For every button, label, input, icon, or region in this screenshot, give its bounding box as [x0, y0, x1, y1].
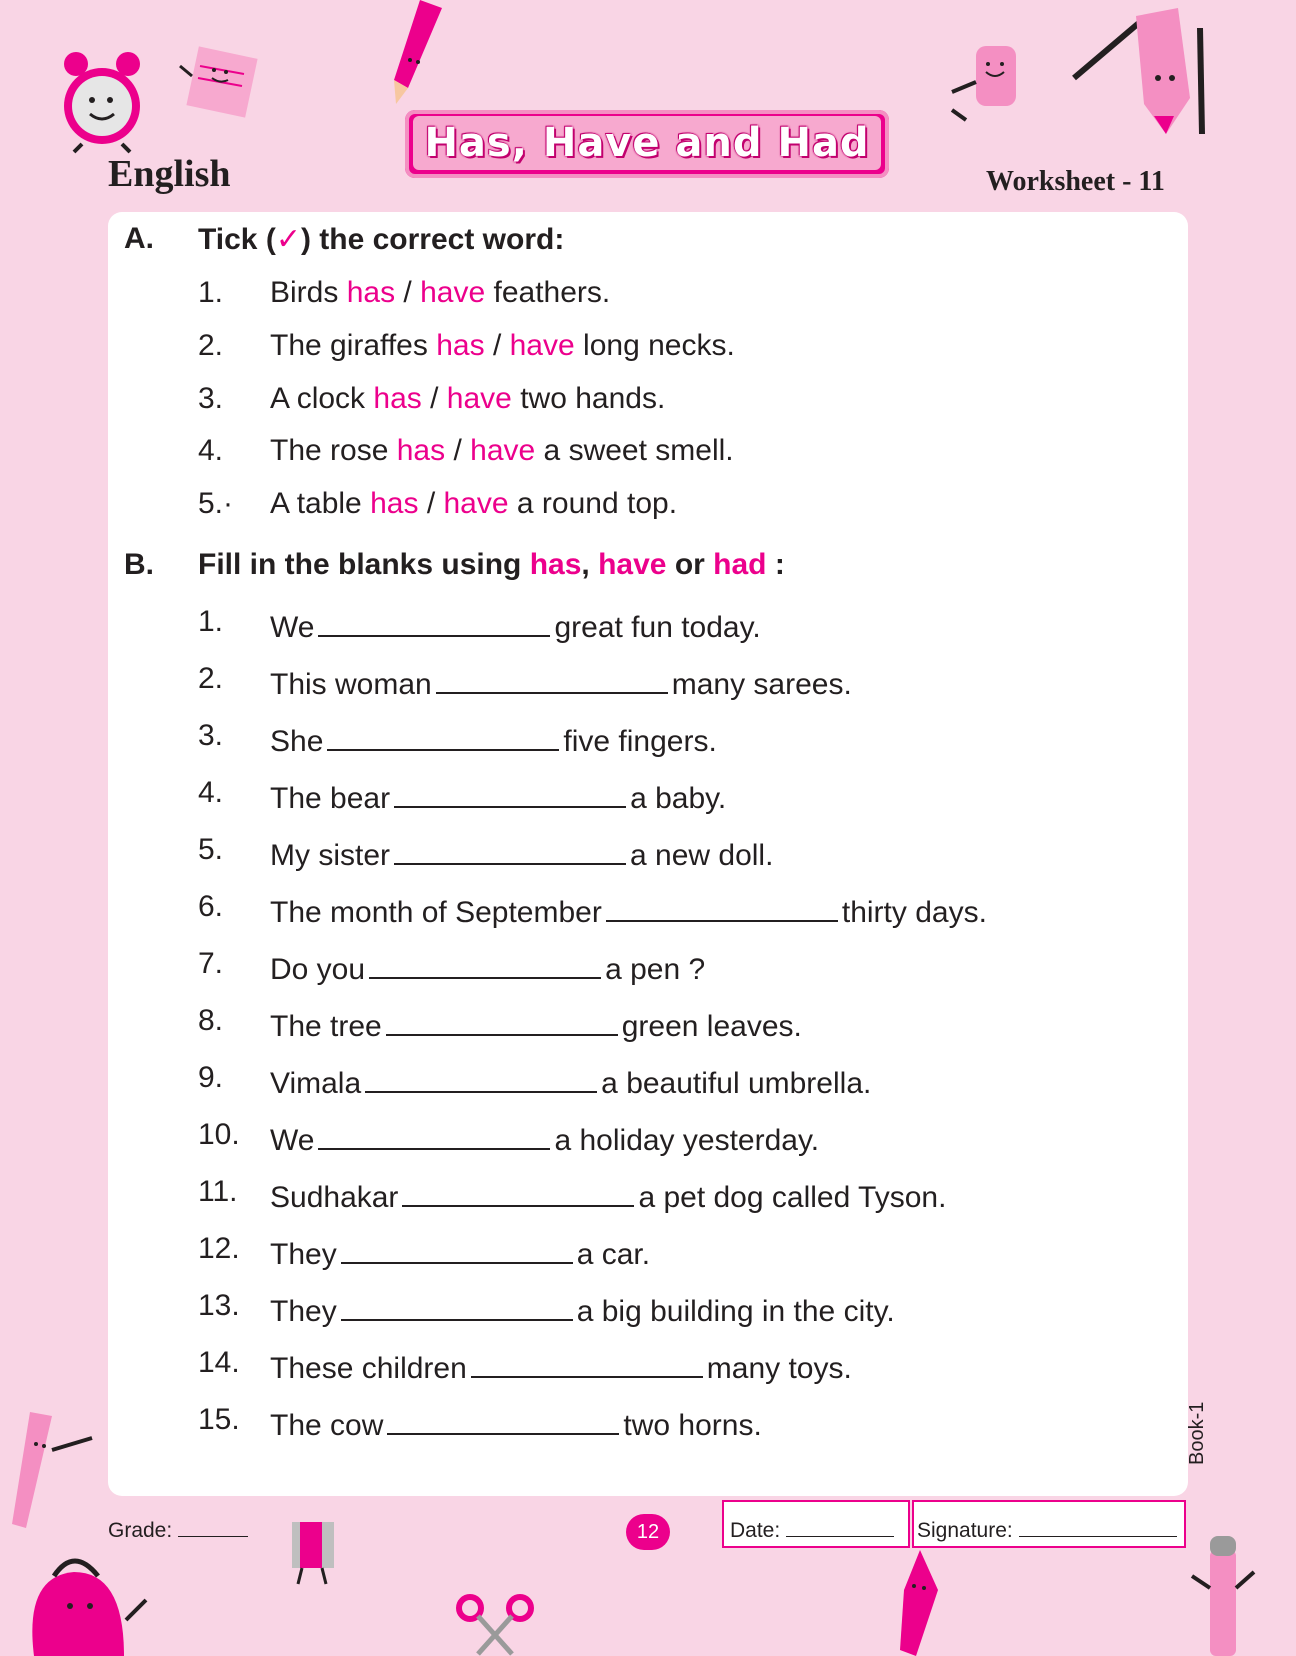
fill-blank-row	[0, 1232, 1296, 1272]
question-number: 1.	[198, 276, 224, 309]
question-number: 6.	[198, 890, 224, 923]
question-number: 3.	[198, 382, 224, 415]
crayon-icon	[1070, 8, 1210, 138]
pencil-sharpener-icon	[282, 1516, 346, 1586]
signature-label: Signature:	[917, 1518, 1177, 1543]
worksheet-number: Worksheet - 11	[986, 166, 1165, 197]
answer-blank[interactable]	[386, 1004, 618, 1036]
option-have[interactable]: have	[443, 487, 509, 520]
section-a-instruction: Tick (✓) the correct word:	[198, 223, 565, 256]
date-label: Date:	[730, 1518, 894, 1543]
tick-question-row	[0, 329, 1296, 369]
fill-blank-row	[0, 947, 1296, 987]
question-sentence: Birds has / have feathers.	[270, 276, 611, 309]
scissors-icon	[454, 1594, 538, 1656]
option-have[interactable]: have	[470, 434, 536, 467]
fill-blank-row	[0, 776, 1296, 816]
title-banner	[405, 110, 889, 178]
section-a-letter: A.	[124, 222, 154, 255]
answer-blank[interactable]	[341, 1289, 573, 1321]
question-number: 8.	[198, 1004, 224, 1037]
option-has[interactable]: has	[436, 329, 485, 362]
option-has[interactable]: has	[346, 276, 396, 309]
option-has[interactable]: has	[370, 487, 419, 520]
question-sentence: The cow two horns.	[270, 1403, 762, 1443]
question-sentence: Vimala a beautiful umbrella.	[270, 1061, 871, 1101]
question-sentence: This woman many sarees.	[270, 662, 852, 702]
page-number: 12	[626, 1514, 670, 1550]
answer-blank[interactable]	[436, 662, 668, 694]
fill-blank-row	[0, 1289, 1296, 1329]
question-number: 9.	[198, 1061, 224, 1094]
question-number: 7.	[198, 947, 224, 980]
question-number: 4.	[198, 776, 224, 809]
pencil-icon	[380, 0, 450, 110]
question-number: 12.	[198, 1232, 240, 1265]
subject-label: English	[108, 153, 231, 195]
question-sentence: Do you a pen ?	[270, 947, 705, 987]
answer-blank[interactable]	[402, 1175, 634, 1207]
answer-blank[interactable]	[318, 605, 550, 637]
question-sentence: The month of September thirty days.	[270, 890, 987, 930]
eraser-icon	[946, 42, 1036, 122]
answer-blank[interactable]	[341, 1232, 573, 1264]
answer-blank[interactable]	[471, 1346, 703, 1378]
question-sentence: She five fingers.	[270, 719, 717, 759]
fill-blank-row	[0, 1004, 1296, 1044]
question-number: 5.	[198, 833, 224, 866]
fill-blank-row	[0, 1118, 1296, 1158]
option-has[interactable]: has	[373, 382, 422, 415]
question-number: 4.	[198, 434, 224, 467]
question-sentence: These children many toys.	[270, 1346, 852, 1386]
tick-question-row	[0, 434, 1296, 474]
answer-blank[interactable]	[327, 719, 559, 751]
fill-blank-row	[0, 890, 1296, 930]
fill-blank-row	[0, 719, 1296, 759]
fill-blank-row	[0, 1346, 1296, 1386]
answer-blank[interactable]	[394, 833, 626, 865]
question-sentence: The bear a baby.	[270, 776, 726, 816]
fill-blank-row	[0, 1403, 1296, 1443]
answer-blank[interactable]	[318, 1118, 550, 1150]
fill-blank-row	[0, 1061, 1296, 1101]
answer-blank[interactable]	[365, 1061, 597, 1093]
question-sentence: They a car.	[270, 1232, 650, 1272]
question-number: 10.	[198, 1118, 240, 1151]
question-sentence: We great fun today.	[270, 605, 761, 645]
fill-blank-row	[0, 605, 1296, 645]
question-number: 2.	[198, 329, 224, 362]
answer-blank[interactable]	[394, 776, 626, 808]
notebook-icon	[178, 44, 262, 122]
question-sentence: They a big building in the city.	[270, 1289, 895, 1329]
answer-blank[interactable]	[387, 1403, 619, 1435]
question-number: 1.	[198, 605, 224, 638]
section-b-letter: B.	[124, 548, 154, 581]
grade-field[interactable]: Grade:	[108, 1518, 248, 1543]
question-sentence: My sister a new doll.	[270, 833, 773, 873]
question-number: 13.	[198, 1289, 240, 1322]
question-sentence: The rose has / have a sweet smell.	[270, 434, 734, 467]
question-number: 15.	[198, 1403, 240, 1436]
question-number: 11.	[198, 1175, 238, 1208]
book-label: Book-1	[1186, 1401, 1208, 1465]
fill-blank-row	[0, 1175, 1296, 1215]
question-sentence: The tree green leaves.	[270, 1004, 802, 1044]
page-title: Has, Have and Had	[424, 120, 870, 166]
option-has[interactable]: has	[396, 434, 446, 467]
tick-icon: ✓	[275, 223, 301, 256]
question-number: 2.	[198, 662, 224, 695]
fill-blank-row	[0, 662, 1296, 702]
alarm-clock-icon	[52, 44, 152, 154]
question-sentence: Sudhakar a pet dog called Tyson.	[270, 1175, 946, 1215]
question-sentence: We a holiday yesterday.	[270, 1118, 819, 1158]
tick-question-row	[0, 487, 1296, 527]
section-b-instruction: Fill in the blanks using has, have or had :	[198, 548, 785, 581]
question-sentence: A clock has / have two hands.	[270, 382, 666, 415]
crayon-small-icon	[886, 1550, 956, 1656]
question-number: 5.·	[198, 487, 234, 520]
answer-blank[interactable]	[606, 890, 838, 922]
option-have[interactable]: have	[420, 276, 486, 309]
tick-question-row	[0, 382, 1296, 422]
option-have[interactable]: have	[446, 382, 512, 415]
pen-icon	[1190, 1536, 1260, 1656]
question-sentence: A table has / have a round top.	[270, 487, 678, 520]
answer-blank[interactable]	[369, 947, 601, 979]
fill-blank-row	[0, 833, 1296, 873]
question-sentence: The giraffes has / have long necks.	[270, 329, 735, 362]
option-have[interactable]: have	[509, 329, 575, 362]
tick-question-row	[0, 276, 1296, 316]
question-number: 3.	[198, 719, 224, 752]
question-number: 14.	[198, 1346, 240, 1379]
